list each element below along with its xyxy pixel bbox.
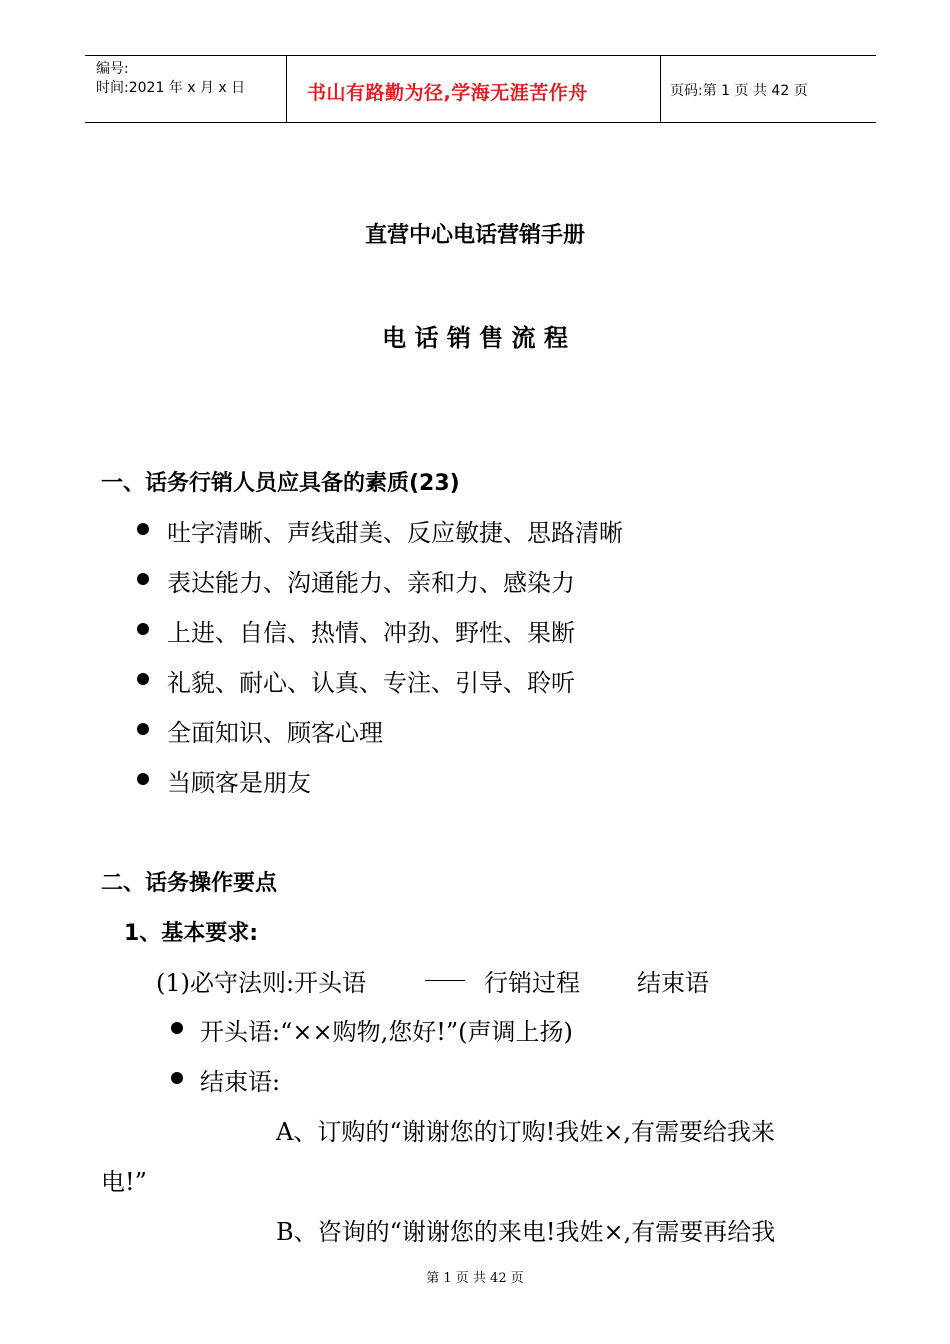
bullet-icon (137, 723, 149, 735)
bullet-icon (171, 1072, 183, 1084)
section1-heading: 一、话务行销人员应具备的素质(23) (101, 471, 460, 496)
page-footer: 第 1 页 共 42 页 (426, 1271, 524, 1286)
number-label: 编号: (96, 61, 129, 77)
section2-subheading: 1、基本要求: (124, 921, 259, 946)
closing-b-line1: B、咨询的“谢谢您的来电!我姓×,有需要再给我 (276, 1218, 776, 1246)
header-motto: 书山有路勤为径,学海无涯苦作舟 (307, 82, 588, 104)
bullet-icon (137, 773, 149, 785)
list-item: 吐字清晰、声线甜美、反应敏捷、思路清晰 (167, 519, 623, 547)
bullet-icon (137, 673, 149, 685)
bullet-icon (137, 573, 149, 585)
header-divider-left (286, 55, 287, 123)
header-divider-right (660, 55, 661, 123)
section2-heading: 二、话务操作要点 (101, 871, 278, 896)
page-label: 页码:第 1 页 共 42 页 (670, 83, 808, 99)
bullet-icon (137, 623, 149, 635)
closing-a-line2: 电!” (101, 1168, 147, 1196)
list-item: 当顾客是朋友 (167, 769, 311, 797)
list-item: 表达能力、沟通能力、亲和力、感染力 (167, 569, 575, 597)
rule-end: 结束语 (637, 969, 709, 997)
closing-label: 结束语: (200, 1068, 281, 1096)
list-item: 礼貌、耐心、认真、专注、引导、聆听 (167, 669, 575, 697)
document-subtitle: 电 话 销 售 流 程 (382, 324, 568, 352)
header-bottom-border (85, 122, 876, 123)
closing-a-line1: A、订购的“谢谢您的订购!我姓×,有需要给我来 (276, 1118, 775, 1146)
list-item: 全面知识、顾客心理 (167, 719, 383, 747)
rule-prefix: (1)必守法则:开头语 (156, 969, 367, 997)
bullet-icon (171, 1022, 183, 1034)
time-label: 时间:2021 年 x 月 x 日 (96, 80, 246, 96)
header-top-border (85, 55, 876, 56)
document-title: 直营中心电话营销手册 (364, 223, 585, 248)
bullet-icon (137, 523, 149, 535)
rule-middle: 行销过程 (484, 969, 580, 997)
opening-phrase: 开头语:“××购物,您好!”(声调上扬) (200, 1018, 573, 1046)
rule-arrow-1 (425, 980, 465, 981)
list-item: 上进、自信、热情、冲劲、野性、果断 (167, 619, 575, 647)
